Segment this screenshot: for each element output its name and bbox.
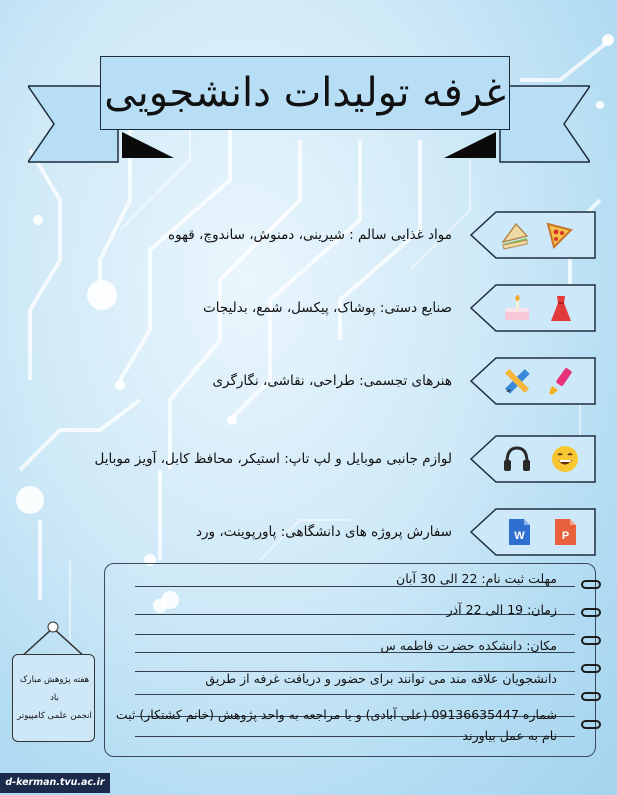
dress-icon [546,293,576,323]
notebook-ring [581,636,601,645]
pizza-slice-icon [544,220,574,250]
powerpoint-icon [550,517,580,547]
note-line [135,694,575,695]
note-line [135,634,575,635]
category-text: هنرهای تجسمی: طراحی، نقاشی، نگارگری [212,373,452,389]
title-banner [100,56,510,130]
sign-line: انجمن علمی کامپیوتر [17,711,92,721]
sign-line: باد [50,693,59,703]
headphones-icon [502,444,532,474]
category-row-projects [0,508,617,556]
site-logo: d-kerman.tvu.ac.ir [0,773,110,793]
category-tag [470,284,596,332]
candle-cake-icon [502,293,532,323]
category-text: سفارش پروژه های دانشگاهی: پاورپوینت، ورد [195,524,452,540]
category-tag [470,357,596,405]
category-text: لوازم جانبی موبایل و لپ تاپ: استیکر، محافظ کابل، آویز موبایل [94,451,452,467]
sign-line: هفته پژوهش مبارک [19,675,90,685]
notepad-box [104,563,596,757]
category-text: صنایع دستی: پوشاک، پیکسل، شمع، بدلیجات [203,300,452,316]
category-row-visual-arts [0,357,617,405]
category-row-food [0,211,617,259]
category-tag [470,211,596,259]
contact-phone: شماره 09136635447 (علی آبادی) و یا مراجعه به واحد پژوهش (خانم کشتکار) ثبت [115,707,557,722]
notebook-ring [581,720,601,729]
word-icon [504,517,534,547]
category-tag [470,508,596,556]
hanging-sign [12,654,95,742]
banner-title: غرفه تولیدات دانشجویی [104,70,506,116]
note-text: نام به عمل بیاورند [462,728,557,743]
powerpoint-letter: P [561,530,570,542]
registration-deadline: مهلت ثبت نام: 22 الی 30 آبان [396,571,557,586]
notebook-ring [581,608,601,617]
notebook-ring [581,692,601,701]
category-tag [470,435,596,483]
smiley-icon [550,444,580,474]
note-line [135,586,575,587]
notebook-ring [581,580,601,589]
note-text: دانشجویان علاقه مند می توانند برای حضور و دریافت غرفه از طریق [205,671,557,686]
paintbrush-icon [546,366,576,396]
notebook-ring [581,664,601,673]
sandwich-icon [500,220,530,250]
category-row-handicrafts [0,284,617,332]
event-location: مکان: دانشکده حضرت فاطمه س [380,638,557,653]
event-time: زمان: 19 الی 22 آذر [446,602,557,617]
category-row-accessories [0,435,617,483]
word-letter: W [514,530,525,542]
ruler-pencil-icon [502,366,532,396]
category-text: مواد غذایی سالم : شیرینی، دمنوش، ساندوچ، قهوه [168,227,452,243]
